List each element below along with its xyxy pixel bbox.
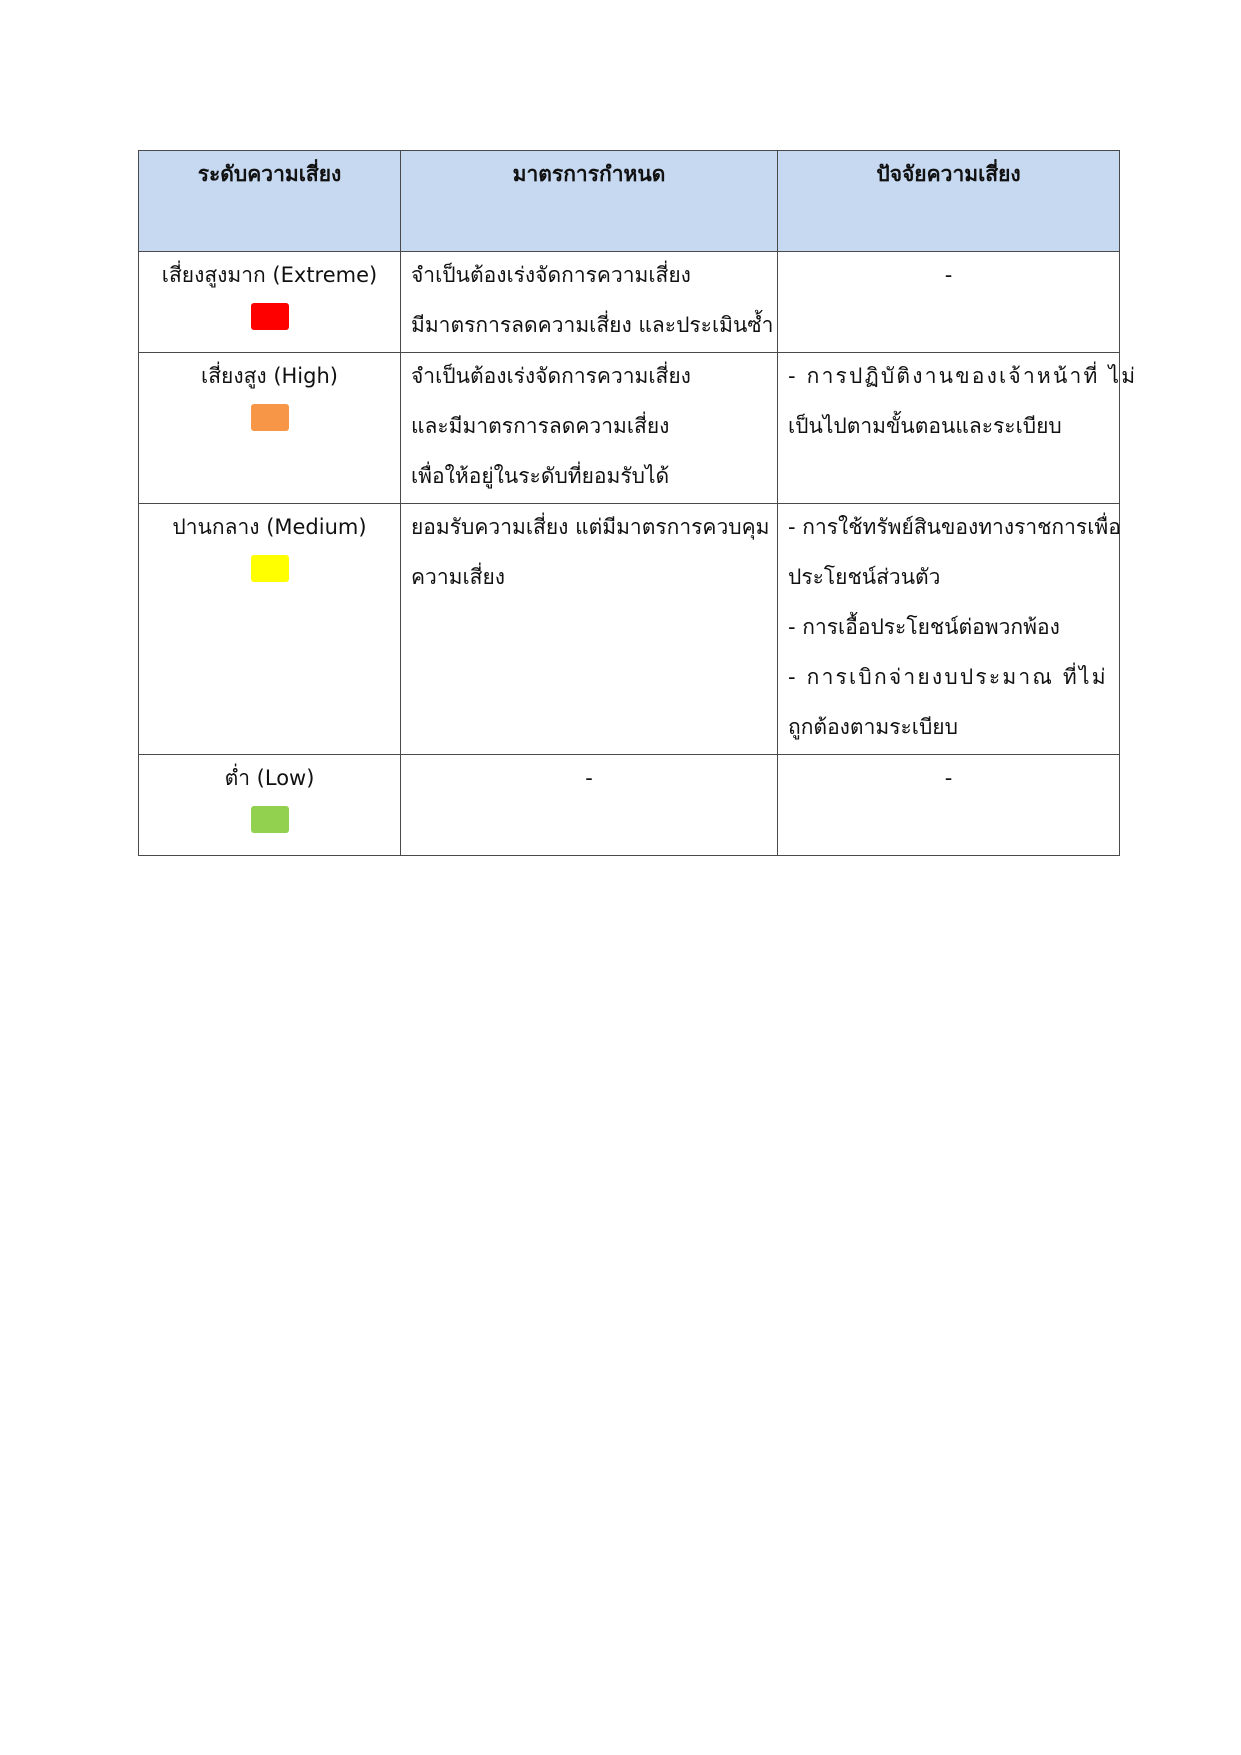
risk-color-swatch bbox=[251, 404, 289, 431]
risk-color-swatch bbox=[251, 303, 289, 330]
measures-cell: - bbox=[401, 755, 778, 856]
factors-line: ประโยชน์ส่วนตัว bbox=[788, 565, 941, 589]
risk-level-label: ปานกลาง (Medium) bbox=[172, 515, 367, 539]
risk-factors-cell: - bbox=[778, 252, 1120, 353]
table-row bbox=[139, 504, 1120, 755]
factors-line: เป็นไปตามขั้นตอนและระเบียบ bbox=[788, 414, 1062, 438]
risk-factors-cell bbox=[778, 504, 1120, 755]
measures-line: และมีมาตรการลดความเสี่ยง bbox=[411, 414, 670, 438]
measures-line: มีมาตรการลดความเสี่ยง และประเมินซ้ำ bbox=[411, 313, 774, 337]
measures-cell bbox=[401, 504, 778, 755]
table-row bbox=[139, 252, 1120, 353]
risk-level-cell bbox=[139, 353, 401, 504]
header-measures: มาตรการกำหนด bbox=[401, 151, 778, 252]
risk-level-label: เสี่ยงสูงมาก (Extreme) bbox=[161, 263, 378, 287]
header-risk-factors: ปัจจัยความเสี่ยง bbox=[778, 151, 1120, 252]
table-row bbox=[139, 353, 1120, 504]
table-row bbox=[139, 755, 1120, 856]
measures-cell bbox=[401, 252, 778, 353]
risk-color-swatch bbox=[251, 555, 289, 582]
risk-factors-cell bbox=[778, 353, 1138, 504]
factors-line: - การใช้ทรัพย์สินของทางราชการเพื่อ bbox=[788, 515, 1121, 539]
risk-level-label: เสี่ยงสูง (High) bbox=[201, 364, 338, 388]
risk-color-swatch bbox=[251, 806, 289, 833]
risk-level-label: ต่ำ (Low) bbox=[224, 766, 315, 790]
risk-level-cell bbox=[139, 504, 401, 755]
measures-line: เพื่อให้อยู่ในระดับที่ยอมรับได้ bbox=[411, 464, 670, 488]
table-header-row bbox=[139, 151, 1120, 252]
risk-factors-cell: - bbox=[778, 755, 1120, 856]
measures-line: ความเสี่ยง bbox=[411, 565, 506, 589]
factors-line: - การปฏิบัติงานของเจ้าหน้าที่ ไม่ bbox=[788, 364, 1138, 388]
measures-line: จำเป็นต้องเร่งจัดการความเสี่ยง bbox=[411, 364, 691, 388]
measures-line: ยอมรับความเสี่ยง แต่มีมาตรการควบคุม bbox=[411, 515, 770, 539]
factors-line: - การเอื้อประโยชน์ต่อพวกพ้อง bbox=[788, 615, 1060, 639]
measures-cell bbox=[401, 353, 778, 504]
measures-line: จำเป็นต้องเร่งจัดการความเสี่ยง bbox=[411, 263, 691, 287]
factors-line: - การเบิกจ่ายงบประมาณ ที่ไม่ bbox=[788, 665, 1108, 689]
factors-line: ถูกต้องตามระเบียบ bbox=[788, 715, 958, 739]
header-risk-level: ระดับความเสี่ยง bbox=[139, 151, 401, 252]
risk-level-cell bbox=[139, 252, 401, 353]
risk-level-cell bbox=[139, 755, 401, 856]
risk-level-table bbox=[138, 150, 1138, 856]
